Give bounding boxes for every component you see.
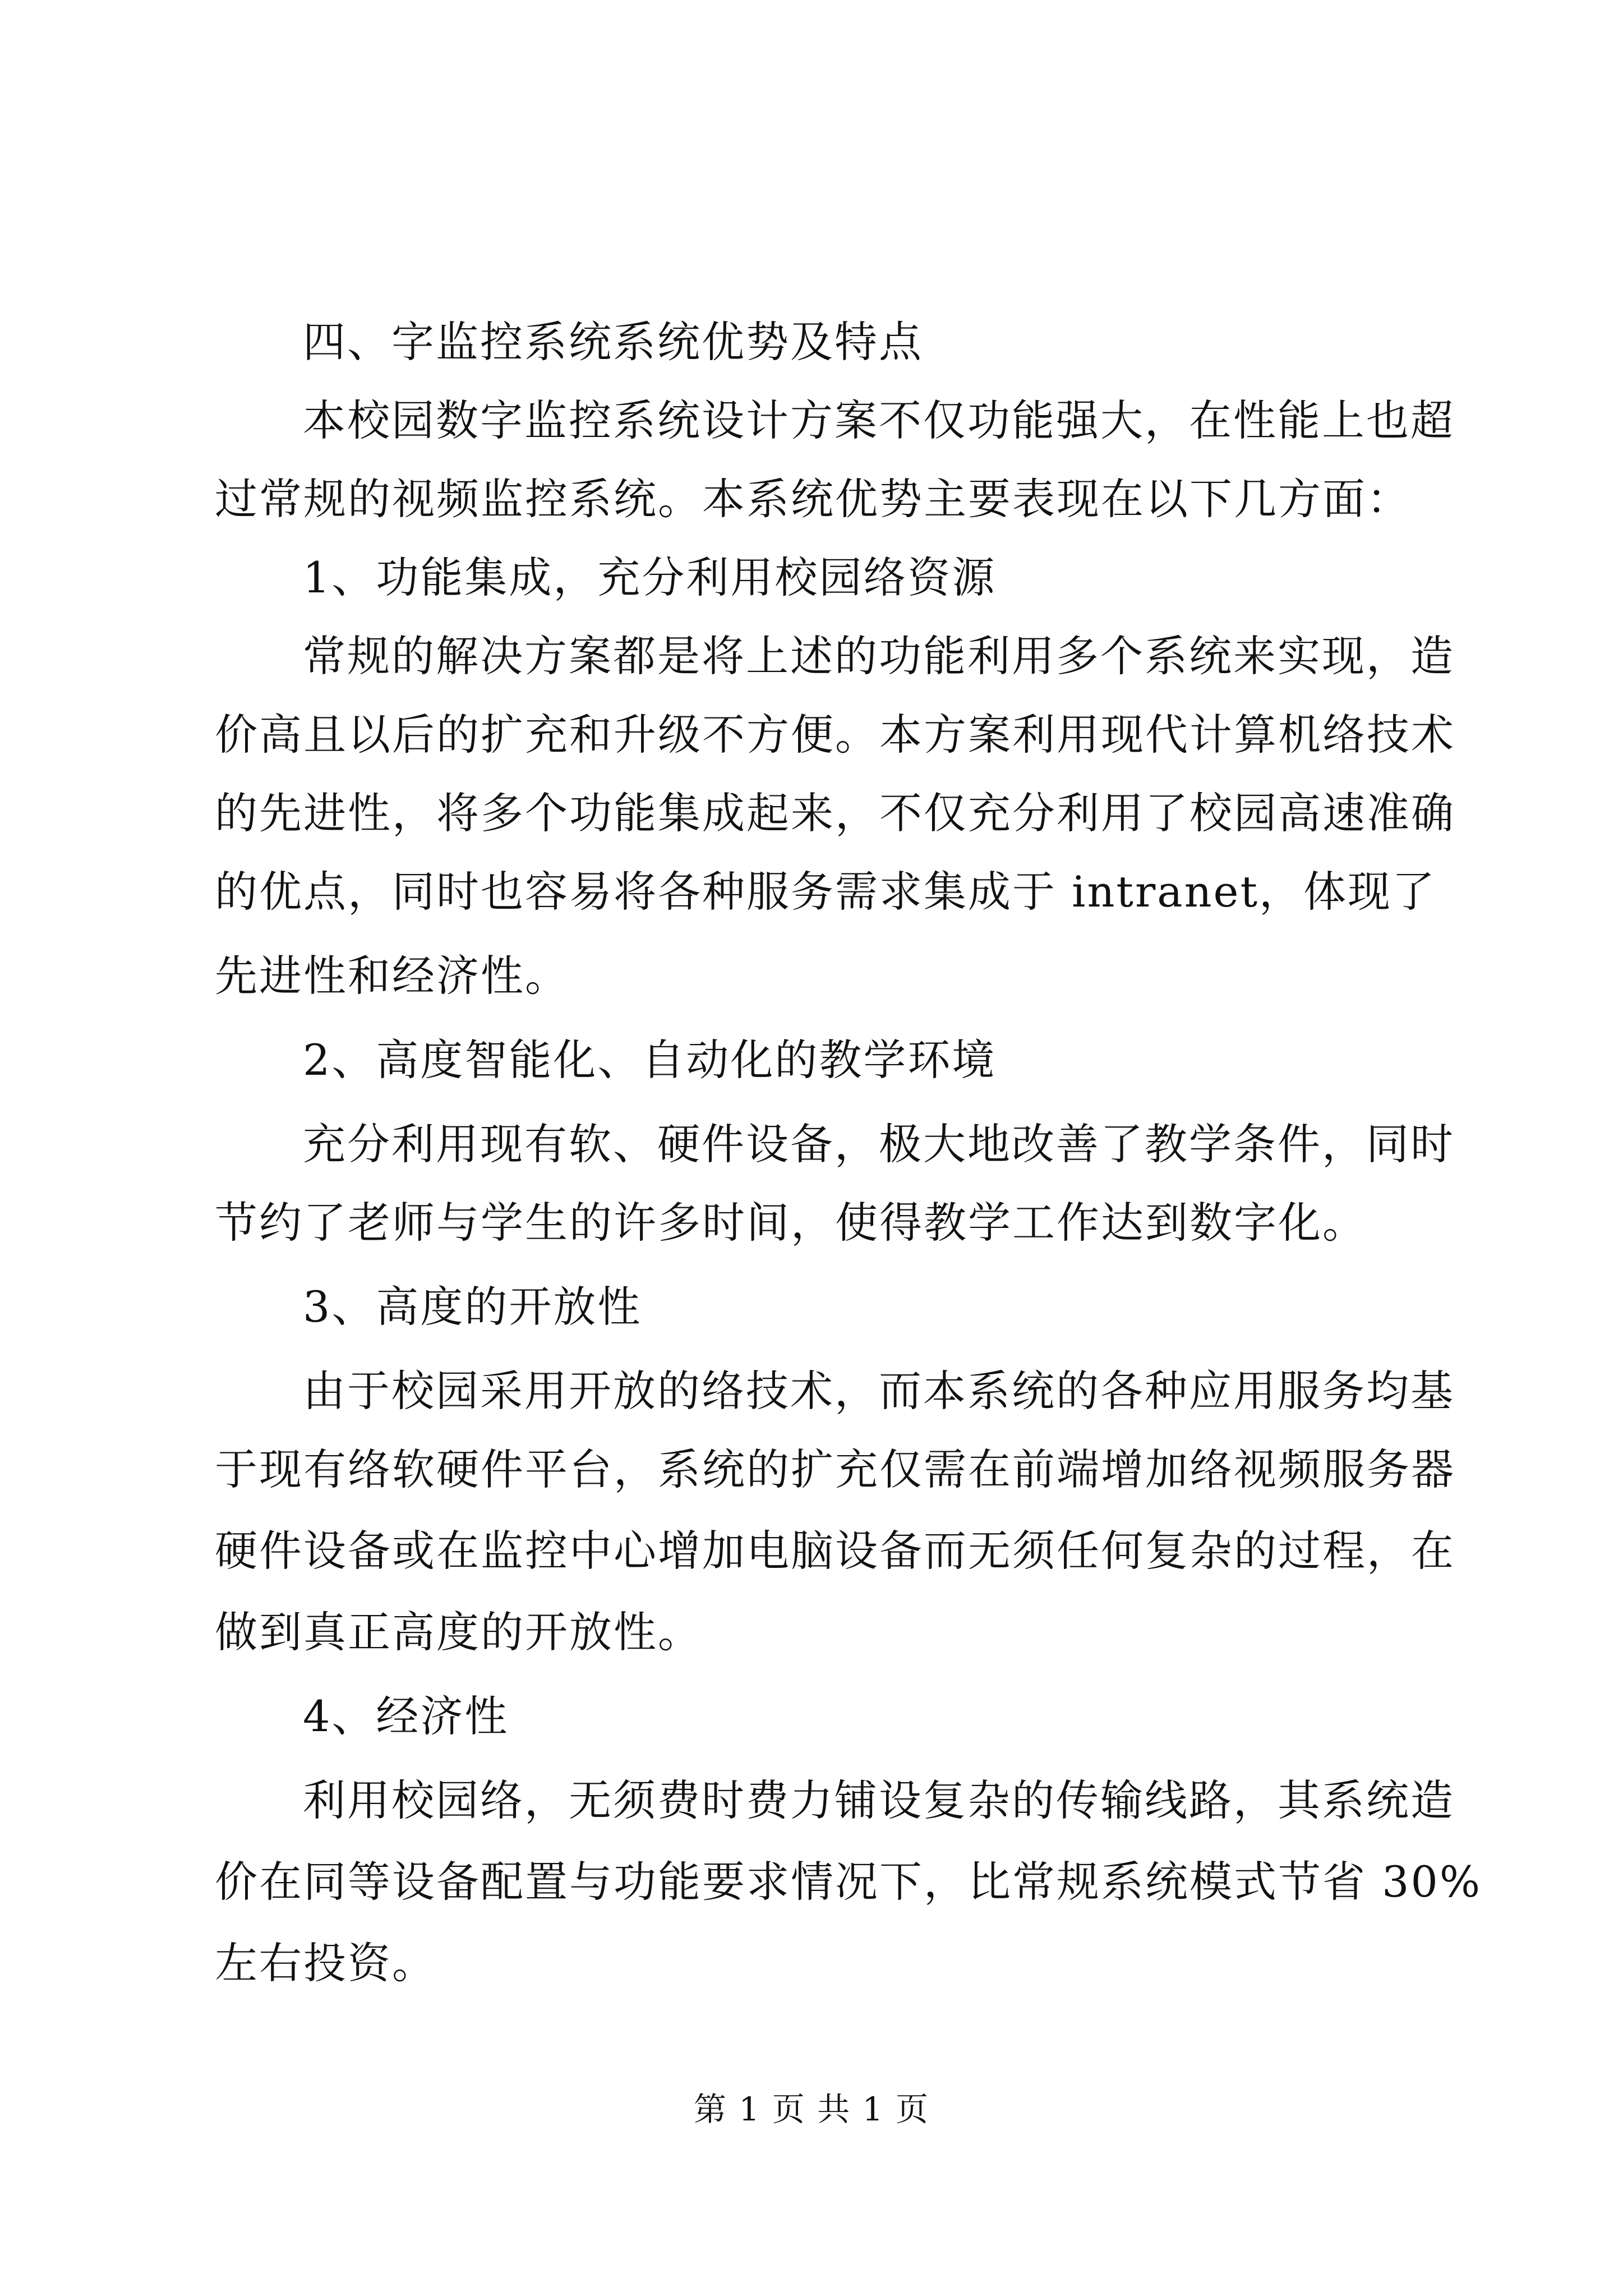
- paragraph-line: 利用校园络，无须费时费力铺设复杂的传输线路，其系统造: [303, 1775, 1455, 1825]
- paragraph-line: 的先进性，将多个功能集成起来，不仅充分利用了校园高速准确: [215, 788, 1455, 838]
- paragraph-line: 常规的解决方案都是将上述的功能利用多个系统来实现，造: [303, 631, 1455, 681]
- paragraph-line: 由于校园采用开放的络技术，而本系统的各种应用服务均基: [303, 1366, 1455, 1416]
- paragraph-line: 价在同等设备配置与功能要求情况下，比常规系统模式节省 30%: [215, 1857, 1482, 1907]
- paragraph-line: 本校园数字监控系统设计方案不仅功能强大，在性能上也超: [303, 395, 1455, 445]
- paragraph-line: 的优点，同时也容易将各种服务需求集成于 intranet，体现了: [215, 867, 1437, 917]
- paragraph-line: 做到真正高度的开放性。: [215, 1607, 702, 1657]
- paragraph-line: 先进性和经济性。: [215, 951, 569, 1001]
- paragraph-line: 节约了老师与学生的许多时间，使得教学工作达到数字化。: [215, 1198, 1367, 1248]
- subheading: 1、功能集成，充分利用校园络资源: [303, 553, 997, 602]
- page-number-footer: 第 1 页 共 1 页: [694, 2090, 929, 2128]
- paragraph-line: 硬件设备或在监控中心增加电脑设备而无须任何复杂的过程，在: [215, 1526, 1455, 1576]
- paragraph-line: 于现有络软硬件平台，系统的扩充仅需在前端增加络视频服务器: [215, 1444, 1455, 1494]
- paragraph-line: 左右投资。: [215, 1938, 436, 1988]
- section-heading: 四、字监控系统系统优势及特点: [303, 317, 923, 367]
- subheading: 4、经济性: [303, 1691, 509, 1741]
- subheading: 2、高度智能化、自动化的教学环境: [303, 1035, 997, 1085]
- paragraph-line: 充分利用现有软、硬件设备，极大地改善了教学条件，同时: [303, 1119, 1455, 1169]
- subheading: 3、高度的开放性: [303, 1282, 642, 1332]
- paragraph-line: 价高且以后的扩充和升级不方便。本方案利用现代计算机络技术: [215, 710, 1455, 760]
- paragraph-line: 过常规的视频监控系统。本系统优势主要表现在以下几方面：: [215, 474, 1411, 524]
